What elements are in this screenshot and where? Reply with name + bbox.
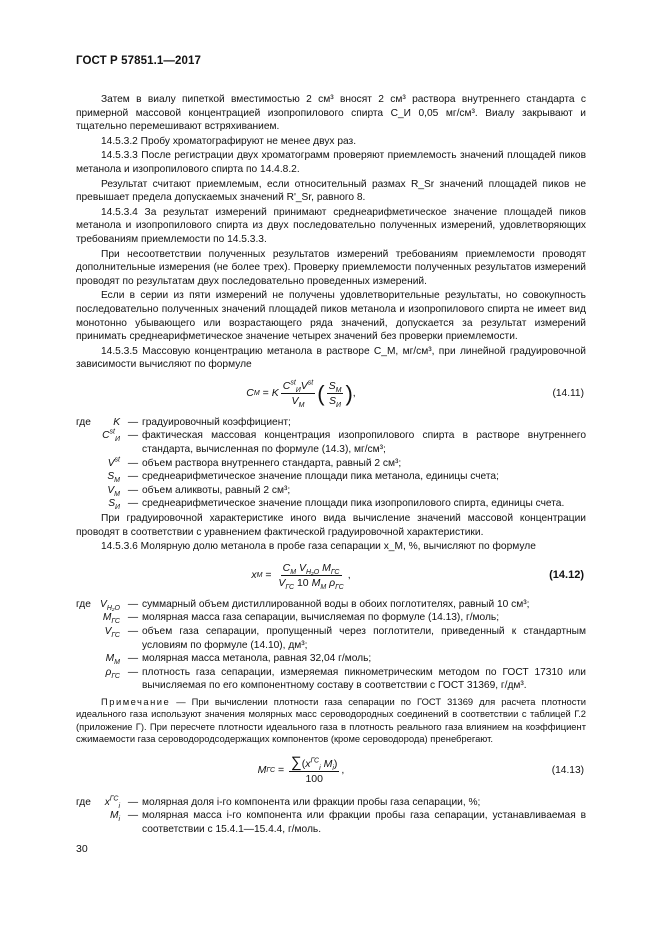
definition-symbol: $M_М$ [105, 653, 120, 667]
definition-dash: — [127, 430, 139, 442]
definition-row [76, 598, 586, 612]
paragraph-8: 14.5.3.5 Массовую концентрацию метанола в растворе C_М, мг/см³, при линейной градуировочной зависимости вычисляют по формуле [76, 345, 586, 371]
definition-text: градуировочный коэффициент; [142, 416, 291, 428]
definition-text: суммарный объем дистиллированной воды в обоих поглотителях, равный 10 см³; [142, 598, 530, 610]
paragraph-2: 14.5.3.2 Пробу хроматографируют не менее двух раз. [101, 135, 357, 147]
definition-symbol: $M_{ГС}$ [102, 612, 120, 626]
definition-row [76, 497, 586, 511]
definition-symbol: где K [76, 416, 120, 428]
definition-dash: — [127, 484, 139, 496]
definition-dash: — [127, 612, 139, 624]
definition-row [76, 429, 586, 456]
definition-row [76, 484, 586, 498]
paragraph-6: При несоответствии полученных результатов измерений требованиям приемлемости проводят дополнительные измерения (не более трех). Проверку приемлемости полученных результатов измерений проводят по результатам двух последовательно проведенных измерений. [76, 248, 586, 287]
definition-symbol: $M_i$ [109, 810, 120, 824]
definition-dash: — [127, 666, 139, 678]
equation-14-11-formula: C М = K $\frac{C^{st}_ИV^{st}}{V_М}$ ( $\frac{S_М}{S_И}$ ) , [246, 379, 356, 410]
definition-row [76, 611, 586, 625]
equation-number: (14.12) [549, 569, 584, 582]
definition-row [76, 470, 586, 484]
definition-row [76, 796, 586, 810]
note-label: Примечание [101, 695, 171, 707]
definition-lead: где [76, 796, 91, 808]
definition-dash: — [127, 626, 139, 637]
equation-14-12 [76, 554, 586, 598]
definition-symbol: $V_{ГС}$ [104, 626, 120, 640]
definition-dash: — [127, 796, 139, 808]
definition-dash: — [127, 416, 139, 428]
definition-text: молярная доля i-го компонента или фракции пробы газа сепарации, %; [142, 796, 481, 808]
equation-number: (14.11) [552, 388, 584, 400]
definition-row [76, 625, 586, 652]
definition-row [76, 457, 586, 471]
definition-symbol: $Cst_И$ [102, 429, 120, 444]
definition-dash: — [127, 498, 139, 510]
paragraph-1: Затем в виалу пипеткой вместимостью 2 см³ вносят 2 см³ раствора внутреннего стандарта с примерной массовой концентрацией изопропилового спирта C_И 0,05 мг/см³. Виалу закрывают и тщательно перемешивают встряхиванием. [76, 94, 586, 133]
definition-row [76, 666, 586, 693]
definition-row [76, 809, 586, 836]
definition-text: среднеарифметическое значение площади пика изопропилового спирта, единицы счета. [142, 498, 565, 510]
paragraph-7: Если в серии из пяти измерений не получены удовлетворительные результаты, но совокупность последовательно полученных значений площадей пиков метанола и изопропилового спирта не имеет вид монотонно убывающего или возрастающего ряда значений, допускается за результат измерений принимать среднеарифметическое значение четырех значений без проверки приемлемости. [76, 290, 586, 343]
definition-text: объем раствора внутреннего стандарта, равный 2 см³; [142, 457, 402, 469]
definition-dash: — [127, 598, 139, 610]
definition-dash: — [127, 810, 139, 822]
paragraph-4: Результат считают приемлемым, если относительный размах R_Sr значений площадей пиков не превышает предела допускаемых значений R'_Sr, равного 8. [76, 178, 586, 204]
definitions-14-13 [76, 796, 586, 837]
paragraph-5: 14.5.3.4 За результат измерений принимают среднеарифметическое значение площадей пиков метанола и изопропилового спирта из двух последовательно полученных измерений, удовлетворяющих требованиям приемлемости по 14.5.3.3. [76, 206, 586, 245]
definition-text: фактическая массовая концентрация изопропилового спирта в растворе внутреннего стандарта, вычисленная по формуле (14.3), мг/см³; [142, 430, 586, 456]
definition-text: объем газа сепарации, пропущенный через поглотители, приведенный к стандартным условиям по формуле (14.10), дм³; [142, 626, 586, 651]
note-text: — При вычислении плотности газа сепарации по ГОСТ 31369 для расчета плотности идеального газа используют значения молярных масс сероводородных соединений в соответствии с таблицей Г.2 (приложение Г). При пересчете плотности идеального газа в плотность реального газа влиянием на коэффициент сжимаемости газа сероводородсодержащих компонентов (кроме сероводорода) пренебрегают. [76, 695, 586, 745]
definition-symbol: $\rho_{ГС}$ [105, 666, 120, 680]
definition-text: молярная масса метанола, равная 32,04 г/моль; [142, 653, 372, 665]
definition-symbol: Vst [107, 456, 120, 469]
equation-14-11 [76, 372, 586, 416]
definition-symbol: где $x^{ГС}_i$ [76, 795, 120, 810]
paragraph-9: При градуировочной характеристике иного вида вычисление значений массовой концентрации проводят в соответствии с уравнением фактической градуировочной характеристики. [76, 513, 586, 538]
definition-text: молярная масса i-го компонента или фракции пробы газа сепарации, устанавливаемая в соответствии с 15.4.1—15.4.4, г/моль. [142, 810, 586, 835]
definition-dash: — [127, 457, 139, 469]
definition-lead: где [76, 416, 91, 428]
definition-symbol: $S_М$ [107, 471, 120, 485]
definition-symbol: $V_М$ [107, 484, 120, 498]
definition-lead: где [76, 598, 91, 610]
page-content [76, 93, 586, 836]
definition-text: плотность газа сепарации, измеряемая пикнометрическим методом по ГОСТ 17310 или вычисляемая по его компонентному составу в соответствии с ГОСТ 31369, г/дм³. [142, 666, 586, 692]
standard-header: ГОСТ Р 57851.1—2017 [76, 55, 201, 67]
note [76, 696, 586, 746]
definition-dash: — [127, 653, 139, 665]
definition-dash: — [127, 471, 139, 483]
equation-number: (14.13) [551, 764, 584, 776]
definition-text: молярная масса газа сепарации, вычисляемая по формуле (14.13), г/моль; [142, 612, 500, 624]
definition-row [76, 416, 586, 430]
definitions-14-12 [76, 598, 586, 693]
equation-14-12-formula: x М = $\frac{C_М V_{H_2O} M_{ГС}}{V_{ГС} 10 M_М \rho_{ГС}}$ , [251, 562, 351, 592]
definition-symbol: где $V_{H_2O}$ [76, 598, 120, 612]
definitions-14-11 [76, 416, 586, 511]
equation-14-13-formula: M ГС = $\frac{\sum(x^{ГС}_i M_i)}{100}$ , [257, 753, 345, 785]
paragraph-3: 14.5.3.3 После регистрации двух хроматограмм проверяют приемлемость значений площадей пиков метанола и изопропилового спирта по 14.4.8.2. [76, 150, 586, 175]
definition-text: среднеарифметическое значение площади пика метанола, единицы счета; [142, 471, 499, 483]
definition-symbol: $S_И$ [108, 498, 120, 512]
equation-14-13 [76, 746, 586, 796]
paragraph-10: 14.5.3.6 Молярную долю метанола в пробе газа сепарации x_М, %, вычисляют по формуле [101, 541, 536, 553]
page-number: 30 [76, 843, 88, 855]
definition-row [76, 652, 586, 666]
definition-text: объем аликвоты, равный 2 см³; [142, 484, 291, 496]
